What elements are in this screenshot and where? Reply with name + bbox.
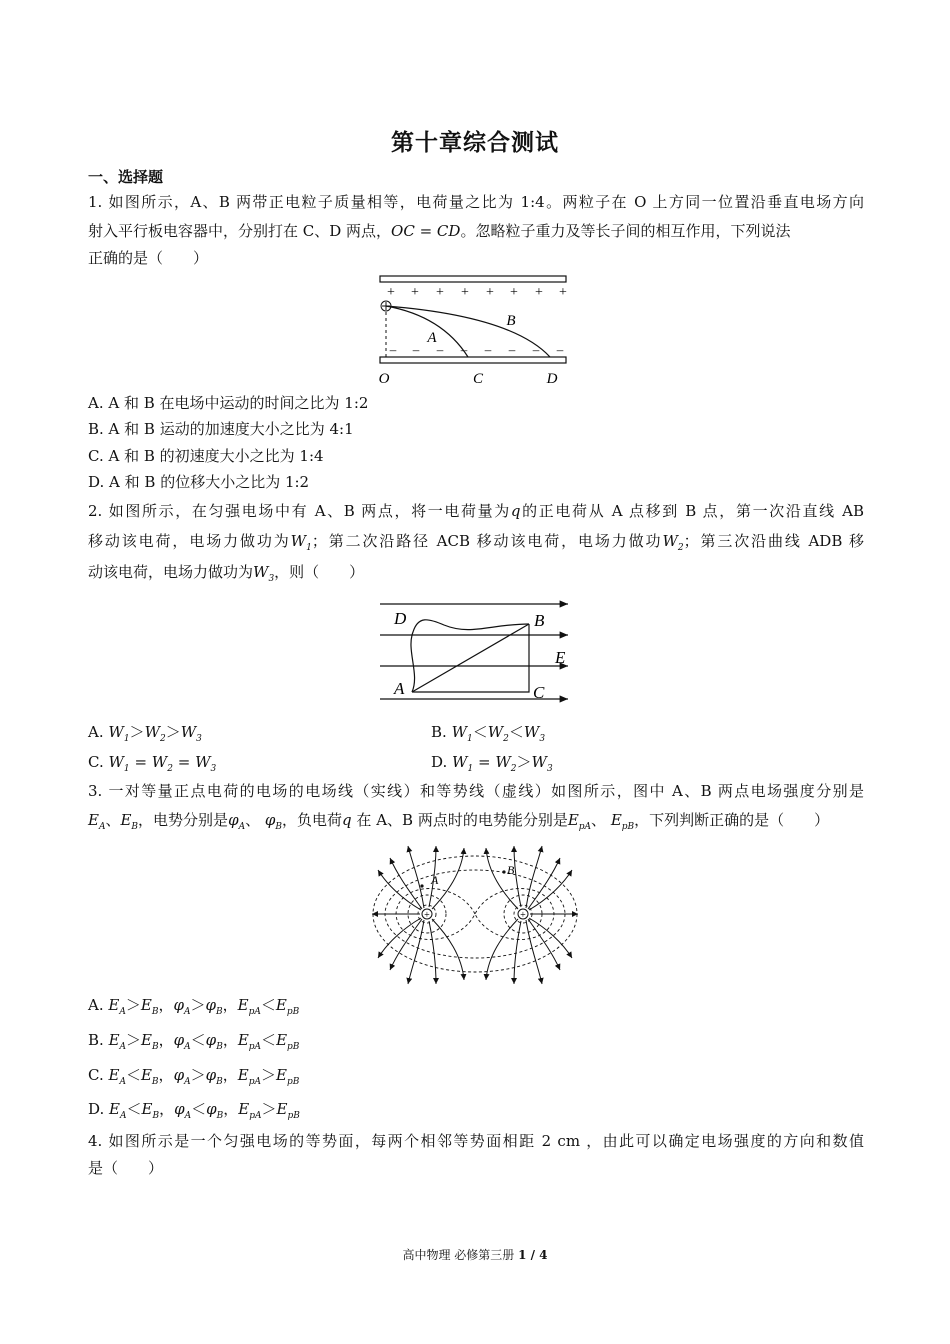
svg-text:+: +: [535, 285, 543, 300]
svg-text:–: –: [389, 342, 397, 357]
svg-text:+: +: [559, 285, 567, 300]
svg-text:–: –: [532, 342, 540, 357]
q3-option-a[interactable]: A. $E_A>E_B$，$\varphi_A>\varphi_B$，$E_{pA}<E_{pB}$: [88, 996, 300, 1017]
label-a: A: [427, 330, 437, 346]
label-b: B: [534, 611, 545, 630]
label-e: E: [555, 648, 566, 667]
label-c: C: [472, 371, 484, 387]
path-ab: [412, 624, 529, 692]
label-c: C: [533, 683, 545, 702]
svg-text:–: –: [412, 342, 420, 357]
lower-plate: [380, 357, 566, 363]
q4-line1: 4. 如图所示是一个匀强电场的等势面，每两个相邻等势面相距 2 cm ，由此可以确定电场强度的方向和数值: [88, 1132, 864, 1150]
q1-equation: OC = CD: [391, 222, 461, 240]
label-b: B: [507, 863, 515, 877]
minus-signs: [389, 342, 564, 357]
q2-line3: 动该电荷，电场力做功为$W_3$，则（ ）: [88, 563, 365, 584]
q2-option-a[interactable]: A. $W_1>W_2>W_3$: [88, 723, 202, 744]
q2-option-b[interactable]: B. $W_1<W_2<W_3$: [431, 723, 546, 744]
svg-text:+: +: [411, 285, 419, 300]
svg-text:–: –: [508, 342, 516, 357]
q4-line2: 是（ ）: [88, 1159, 164, 1177]
svg-text:–: –: [436, 342, 444, 357]
q3-option-c[interactable]: C. $E_A<E_B$，$\varphi_A>\varphi_B$，$E_{pA}>E_{pB}$: [88, 1066, 300, 1087]
q3-option-d[interactable]: D. $E_A<E_B$，$\varphi_A<\varphi_B$，$E_{pA}>E_{pB}$: [88, 1100, 300, 1121]
path-adb: [411, 620, 529, 692]
svg-text:–: –: [460, 342, 468, 357]
q1-capacitor-figure: [372, 272, 578, 390]
label-a: A: [431, 873, 439, 887]
label-b: B: [506, 313, 516, 329]
label-o: O: [378, 371, 390, 387]
q1-option-d[interactable]: D. A 和 B 的位移大小之比为 1:2: [88, 473, 310, 491]
q3-point-charges-figure: [368, 842, 582, 990]
label-d: D: [546, 371, 558, 387]
point-b: [502, 870, 505, 873]
page-number: 1 / 4: [518, 1248, 548, 1262]
q2-option-c[interactable]: C. $W_1 = W_2 = W_3$: [88, 753, 217, 774]
trajectory-b: [386, 306, 550, 357]
q3-line1: 3. 一对等量正点电荷的电场的电场线（实线）和等势线（虚线）如图所示，图中 A、B 两点电场强度分别是: [88, 782, 864, 800]
q1-line3: 正确的是（ ）: [88, 249, 209, 267]
svg-text:+: +: [387, 285, 395, 300]
section-heading: 一、选择题: [88, 168, 164, 186]
q2-uniform-field-figure: [376, 594, 576, 710]
svg-text:–: –: [484, 342, 492, 357]
label-d: D: [394, 609, 407, 628]
label-a: A: [394, 679, 405, 698]
svg-text:+: +: [436, 285, 444, 300]
page-title: 第十章综合测试: [391, 130, 559, 156]
charge-right-sign: +: [520, 910, 526, 921]
svg-text:+: +: [461, 285, 469, 300]
page-footer: 高中物理 必修第三册 1 / 4: [402, 1248, 548, 1262]
q1-line1: 1. 如图所示，A、B 两带正电粒子质量相等，电荷量之比为 1:4。两粒子在 O 上方同一位置沿垂直电场方向: [88, 193, 864, 211]
plus-signs: [387, 285, 567, 300]
q1-option-a[interactable]: A. A 和 B 在电场中运动的时间之比为 1:2: [88, 394, 369, 412]
q2-line1: 2. 如图所示，在匀强电场中有 A、B 两点，将一电荷量为q的正电荷从 A 点移到 B 点，第一次沿直线 AB: [88, 502, 864, 520]
q1-line2: 射入平行板电容器中，分别打在 C、D 两点，OC = CD。忽略粒子重力及等长子间的相互作用，下列说法: [88, 222, 791, 240]
q2-option-d[interactable]: D. $W_1 = W_2>W_3$: [431, 753, 553, 774]
charge-left-sign: +: [424, 910, 430, 921]
svg-text:–: –: [556, 342, 564, 357]
q2-line2: 移动该电荷，电场力做功为$W_1$；第二次沿路径 ACB 移动该电荷，电场力做功$W_2$；第三次沿曲线 ADB 移: [88, 532, 864, 553]
q1-option-b[interactable]: B. A 和 B 运动的加速度大小之比为 4:1: [88, 420, 354, 438]
point-a: [420, 884, 423, 887]
field-lines: [372, 846, 578, 984]
q3-line2: $E_A$、$E_B$，电势分别是$\varphi_A$、 $\varphi_B$，负电荷q 在 A、B 两点时的电势能分别是$E_{pA}$、 $E_{pB}$，下列判断正确的是（ ）: [88, 811, 830, 832]
svg-text:+: +: [510, 285, 518, 300]
q3-option-b[interactable]: B. $E_A>E_B$，$\varphi_A<\varphi_B$，$E_{pA}<E_{pB}$: [88, 1031, 300, 1052]
upper-plate: [380, 276, 566, 282]
q1-option-c[interactable]: C. A 和 B 的初速度大小之比为 1:4: [88, 447, 324, 465]
svg-text:+: +: [486, 285, 494, 300]
